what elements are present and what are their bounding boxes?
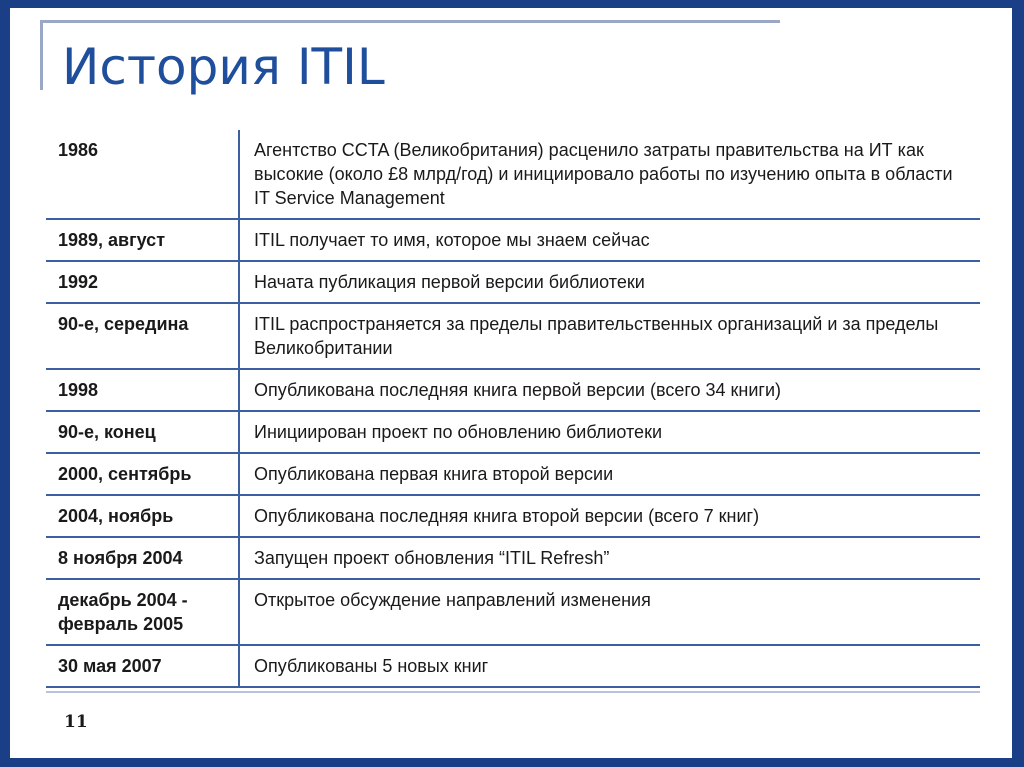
year-cell: 1992: [46, 262, 240, 302]
table-row: [46, 454, 980, 496]
event-cell: Инициирован проект по обновлению библиотеки: [254, 422, 662, 442]
year-cell: 8 ноября 2004: [46, 538, 240, 578]
table-row: [46, 538, 980, 580]
slide: [10, 8, 1012, 758]
title-rule-left: [40, 20, 43, 90]
table-row: [46, 412, 980, 454]
year-cell: 90-е, конец: [46, 412, 240, 452]
slide-title: История ITIL: [62, 38, 385, 96]
event-cell: Опубликованы 5 новых книг: [254, 656, 489, 676]
table-row: [46, 580, 980, 646]
year-cell: 2004, ноябрь: [46, 496, 240, 536]
event-cell: ITIL получает то имя, которое мы знаем сейчас: [254, 230, 650, 250]
year-cell: 1998: [46, 370, 240, 410]
bottom-rule: [46, 691, 980, 693]
event-cell: Опубликована первая книга второй версии: [254, 464, 614, 484]
table-row: [46, 220, 980, 262]
year-cell: 90-е, середина: [46, 304, 240, 368]
event-cell: Агентство CCTA (Великобритания) расценило затраты правительства на ИТ как высокие (около £8 млрд/год) и инициировало работы по изучению опыта в области IT Service Management: [254, 140, 953, 208]
year-cell: 1986: [46, 130, 240, 218]
event-cell: Опубликована последняя книга первой версии (всего 34 книги): [254, 380, 782, 400]
year-cell: 2000, сентябрь: [46, 454, 240, 494]
table-row: [46, 646, 980, 688]
table-row: [46, 496, 980, 538]
event-cell: Начата публикация первой версии библиотеки: [254, 272, 645, 292]
event-cell: Опубликована последняя книга второй версии (всего 7 книг): [254, 506, 760, 526]
event-cell: Открытое обсуждение направлений изменения: [254, 590, 651, 610]
table-row: [46, 262, 980, 304]
table-row: [46, 304, 980, 370]
year-cell: декабрь 2004 - февраль 2005: [46, 580, 240, 644]
table-row: [46, 370, 980, 412]
event-cell: Запущен проект обновления “ITIL Refresh”: [254, 548, 610, 568]
title-rule-top: [40, 20, 780, 23]
year-cell: 1989, август: [46, 220, 240, 260]
year-cell: 30 мая 2007: [46, 646, 240, 686]
event-cell: ITIL распространяется за пределы правительственных организаций и за пределы Великобритании: [254, 314, 939, 358]
history-table: [46, 130, 980, 688]
table-row: [46, 130, 980, 220]
page-number: 11: [64, 712, 88, 732]
